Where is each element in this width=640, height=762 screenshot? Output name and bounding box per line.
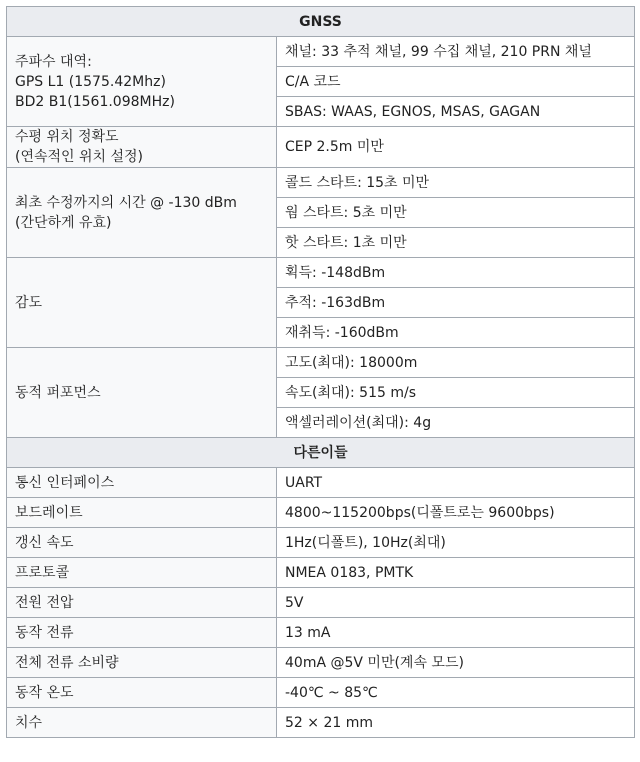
table-row [7,528,635,558]
table-row [7,168,635,198]
operating-temperature-value: -40℃ ~ 85℃ [277,678,635,708]
baudrate-label: 보드레이트 [7,498,277,528]
dynamic-velocity-value: 속도(최대): 515 m/s [277,378,635,408]
table-row [7,558,635,588]
accuracy-value: CEP 2.5m 미만 [277,127,635,168]
section-header-row [7,7,635,37]
supply-voltage-label: 전원 전압 [7,588,277,618]
section-header-gnss: GNSS [7,7,635,37]
table-row [7,258,635,288]
update-rate-value: 1Hz(디폴트), 10Hz(최대) [277,528,635,558]
table-row [7,37,635,67]
section-header-row [7,438,635,468]
sensitivity-acquisition-value: 획득: -148dBm [277,258,635,288]
dimensions-value: 52 × 21 mm [277,708,635,738]
table-row [7,348,635,378]
sensitivity-reacquisition-value: 재취득: -160dBm [277,318,635,348]
sensitivity-tracking-value: 추적: -163dBm [277,288,635,318]
interface-value: UART [277,468,635,498]
freq-sbas-value: SBAS: WAAS, EGNOS, MSAS, GAGAN [277,97,635,127]
interface-label: 통신 인터페이스 [7,468,277,498]
freq-label: 주파수 대역: GPS L1 (1575.42Mhz) BD2 B1(1561.098MHz) [7,37,277,127]
dynamic-label: 동적 퍼포먼스 [7,348,277,438]
operating-temperature-label: 동작 온도 [7,678,277,708]
protocol-label: 프로토콜 [7,558,277,588]
freq-code-value: C/A 코드 [277,67,635,97]
supply-voltage-value: 5V [277,588,635,618]
table-row [7,588,635,618]
ttff-hot-value: 핫 스타트: 1초 미만 [277,228,635,258]
current-consumption-label: 전체 전류 소비량 [7,648,277,678]
section-header-others: 다른이들 [7,438,635,468]
ttff-warm-value: 웜 스타트: 5초 미만 [277,198,635,228]
freq-channel-value: 채널: 33 추적 채널, 99 수집 채널, 210 PRN 채널 [277,37,635,67]
dynamic-altitude-value: 고도(최대): 18000m [277,348,635,378]
operating-current-label: 동작 전류 [7,618,277,648]
accuracy-label: 수평 위치 정확도 (연속적인 위치 설정) [7,127,277,168]
table-row [7,618,635,648]
dimensions-label: 치수 [7,708,277,738]
table-row [7,127,635,168]
current-consumption-value: 40mA @5V 미만(계속 모드) [277,648,635,678]
ttff-label: 최초 수정까지의 시간 @ -130 dBm (간단하게 유효) [7,168,277,258]
sensitivity-label: 감도 [7,258,277,348]
baudrate-value: 4800~115200bps(디폴트로는 9600bps) [277,498,635,528]
table-row [7,678,635,708]
dynamic-acceleration-value: 액셀러레이션(최대): 4g [277,408,635,438]
ttff-cold-value: 콜드 스타트: 15초 미만 [277,168,635,198]
table-row [7,708,635,738]
table-row [7,468,635,498]
operating-current-value: 13 mA [277,618,635,648]
update-rate-label: 갱신 속도 [7,528,277,558]
table-row [7,498,635,528]
table-row [7,648,635,678]
spec-table [6,6,635,738]
protocol-value: NMEA 0183, PMTK [277,558,635,588]
